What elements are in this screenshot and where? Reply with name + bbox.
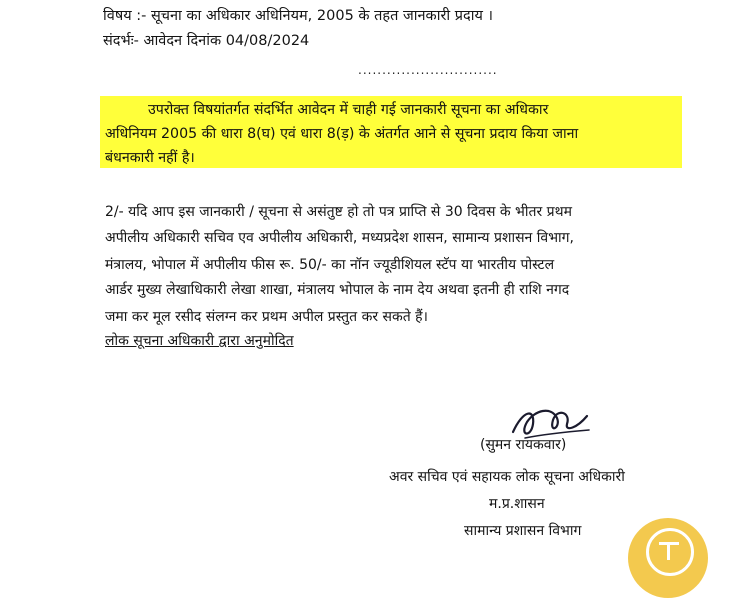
highlighted-line-1: उपरोक्त विषयांतर्गत संदर्भित आवेदन में चाही गई जानकारी सूचना का अधिकार: [148, 102, 549, 118]
highlighted-line-2: अधिनियम 2005 की धारा 8(घ) एवं धारा 8(ड़) के अंतर्गत आने से सूचना प्रदाय किया जाना: [105, 126, 579, 142]
corner-badge[interactable]: [628, 518, 708, 598]
signatory-name: (सुमन रायकवार): [480, 437, 567, 453]
separator-dots: .............................: [358, 63, 498, 77]
signatory-department: सामान्य प्रशासन विभाग: [464, 523, 582, 539]
signatory-designation: अवर सचिव एवं सहायक लोक सूचना अधिकारी: [389, 469, 625, 485]
appeal-line-5: जमा कर मूल रसीद संलग्न कर प्रथम अपील प्रस्तुत कर सकते हैं।: [105, 309, 428, 325]
appeal-line-1: 2/- यदि आप इस जानकारी / सूचना से असंतुष्ट हो तो पत्र प्राप्ति से 30 दिवस के भीतर प्रथम: [105, 204, 572, 220]
reference-line: संदर्भः- आवेदन दिनांक 04/08/2024: [103, 33, 310, 49]
signatory-office: म.प्र.शासन: [489, 496, 545, 512]
highlighted-line-3: बंधनकारी नहीं है।: [105, 150, 195, 166]
appeal-line-3: मंत्रालय, भोपाल में अपीलीय फीस रू. 50/- का नॉन ज्यूडीशियल स्टॅप या भारतीय पोस्टल: [105, 257, 555, 273]
text-scan-icon: [646, 528, 694, 576]
appeal-line-4: आर्डर मुख्य लेखाधिकारी लेखा शाखा, मंत्रालय भोपाल के नाम देय अथवा इतनी ही राशि नगद: [105, 282, 570, 298]
appeal-line-2: अपीलीय अधिकारी सचिव एव अपीलीय अधिकारी, मध्यप्रदेश शासन, सामान्य प्रशासन विभाग,: [105, 230, 574, 246]
approval-note: लोक सूचना अधिकारी द्वारा अनुमोदित: [105, 333, 294, 349]
subject-line: विषय :- सूचना का अधिकार अधिनियम, 2005 के तहत जानकारी प्रदाय ।: [103, 8, 493, 24]
